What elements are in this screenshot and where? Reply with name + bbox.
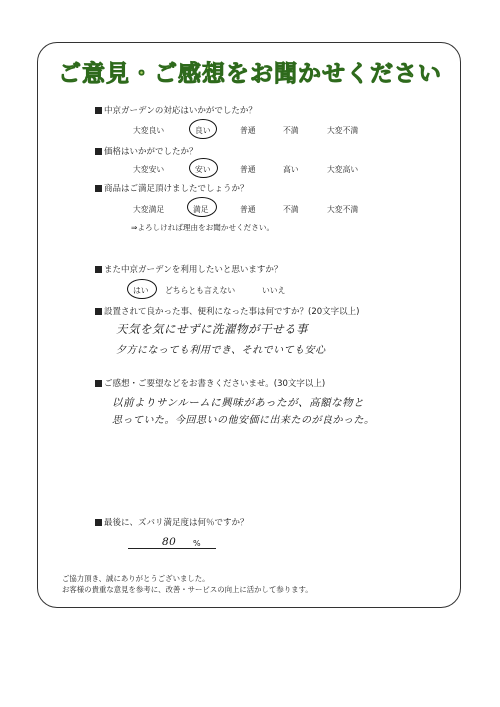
bullet-icon bbox=[95, 308, 102, 315]
option-price-very-cheap[interactable]: 大変安い bbox=[133, 165, 165, 174]
option-service-very-dissatisfied[interactable]: 大変不満 bbox=[327, 126, 359, 135]
option-price-very-expensive[interactable]: 大変高い bbox=[327, 165, 359, 174]
question-reuse-label: また中京ガーデンを利用したいと思いますか？ bbox=[104, 265, 283, 275]
bullet-icon bbox=[95, 148, 102, 155]
option-service-dissatisfied[interactable]: 不満 bbox=[283, 126, 299, 135]
bullet-icon bbox=[95, 107, 102, 114]
bullet-icon bbox=[95, 185, 102, 192]
option-service-very-good[interactable]: 大変良い bbox=[133, 126, 165, 135]
question-service-label: 中京ガーデンの対応はいかがでしたか？ bbox=[104, 106, 257, 116]
bullet-icon bbox=[95, 380, 102, 387]
question-satisfaction-label: 最後に、ズバリ満足度は何％ですか？ bbox=[104, 518, 249, 528]
option-product-very-dissatisfied[interactable]: 大変不満 bbox=[327, 205, 359, 214]
question-comments-label: ご感想・ご要望などをお書きくださいませ。(30文字以上) bbox=[104, 379, 326, 389]
option-price-normal[interactable]: 普通 bbox=[240, 165, 256, 174]
question-satisfaction bbox=[95, 516, 249, 528]
option-reuse-yes[interactable]: はい bbox=[133, 286, 149, 295]
satisfaction-unit: % bbox=[193, 539, 201, 548]
question-service bbox=[95, 104, 257, 116]
selection-circle-service bbox=[189, 119, 217, 139]
question-benefit bbox=[95, 305, 359, 317]
thanks-message: ご協力頂き、誠にありがとうございました。 bbox=[62, 574, 210, 583]
survey-title: ご意見・ご感想をお聞かせください bbox=[58, 61, 442, 87]
question-price bbox=[95, 145, 198, 157]
satisfaction-underline bbox=[128, 548, 216, 549]
option-reuse-no[interactable]: いいえ bbox=[262, 286, 286, 295]
bullet-icon bbox=[95, 519, 102, 526]
comments-answer-line-1[interactable]: 以前よりサンルームに興味があったが、高額な物と bbox=[112, 397, 365, 409]
improvement-message: お客様の貴重な意見を参考に、改善・サービスの向上に活かして参ります。 bbox=[62, 585, 313, 594]
comments-answer-line-2[interactable]: 思っていた。今回思いの他安価に出来たのが良かった。 bbox=[112, 415, 375, 426]
selection-circle-reuse bbox=[127, 279, 157, 299]
question-reuse bbox=[95, 263, 282, 275]
question-price-label: 価格はいかがでしたか？ bbox=[104, 147, 198, 157]
option-price-expensive[interactable]: 高い bbox=[283, 165, 299, 174]
selection-circle-price bbox=[189, 158, 218, 178]
option-product-very-satisfied[interactable]: 大変満足 bbox=[133, 205, 165, 214]
option-product-normal[interactable]: 普通 bbox=[240, 205, 256, 214]
benefit-answer-line-1[interactable]: 天気を気にせずに洗濯物が干せる事 bbox=[116, 322, 308, 336]
option-reuse-neither[interactable]: どちらとも言えない bbox=[165, 286, 236, 295]
satisfaction-value[interactable]: 80 bbox=[162, 536, 177, 548]
option-service-good[interactable]: 良い bbox=[195, 126, 211, 135]
option-service-normal[interactable]: 普通 bbox=[240, 126, 256, 135]
question-product bbox=[95, 182, 249, 194]
reason-prompt: ⇒よろしければ理由をお聞かせください。 bbox=[131, 223, 275, 232]
question-comments bbox=[95, 377, 325, 389]
question-product-label: 商品はご満足頂けましたでしょうか？ bbox=[104, 184, 249, 194]
option-product-satisfied[interactable]: 満足 bbox=[193, 205, 209, 214]
question-benefit-label: 設置されて良かった事、便利になった事は何ですか？(20文字以上) bbox=[104, 307, 360, 317]
option-price-cheap[interactable]: 安い bbox=[195, 165, 211, 174]
selection-circle-product bbox=[187, 197, 217, 217]
bullet-icon bbox=[95, 266, 102, 273]
option-product-dissatisfied[interactable]: 不満 bbox=[283, 205, 299, 214]
benefit-answer-line-2[interactable]: 夕方になっても利用でき、それでいても安心 bbox=[116, 345, 326, 356]
